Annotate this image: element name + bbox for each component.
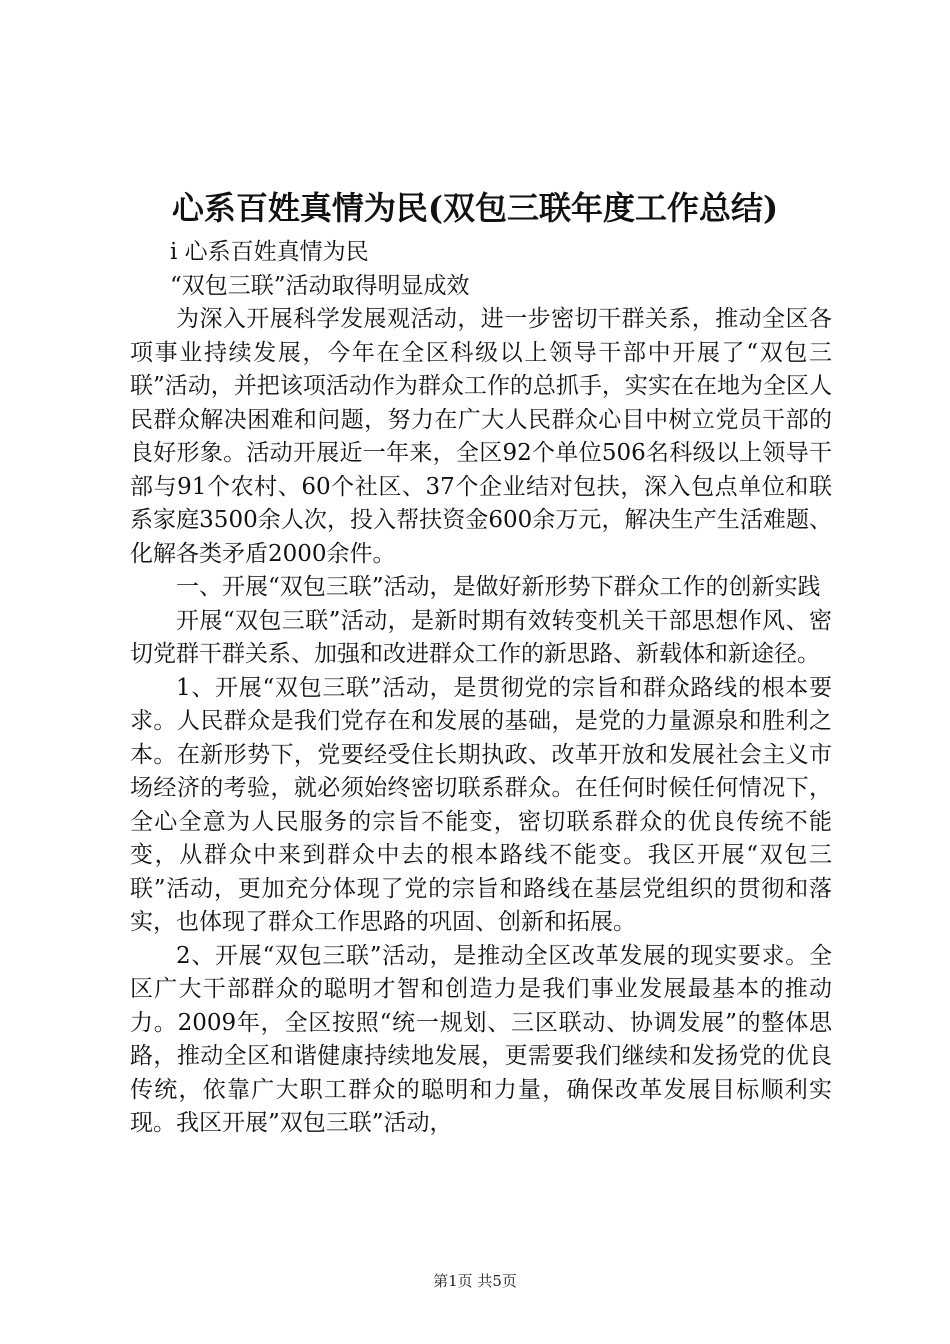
paragraph-section-1: 开展“双包三联”活动，是新时期有效转变机关干部思想作风、密切党群干群关系、加强和改进群众工作的新思路、新载体和新途径。 — [130, 607, 832, 667]
page-number-footer: 第1页 共5页 — [433, 1272, 517, 1290]
subtitle-line-1: i 心系百姓真情为民 — [170, 239, 369, 265]
paragraph-intro: 为深入开展科学发展观活动，进一步密切干群关系，推动全区各项事业持续发展，今年在全区科级以上领导干部中开展了“双包三联”活动，并把该项活动作为群众工作的总抓手，实实在在地为全区人民群众解决困难和问题，努力在广大人民群众心目中树立党员干部的良好形象。活动开展近一年来，全区92个单位506名科级以上领导干部与91个农村、60个社区、37个企业结对包扶，深入包点单位和联系家庭3500余人次，投入帮扶资金600余万元，解决生产生活难题、化解各类矛盾2000余件。 — [130, 306, 832, 567]
subtitle-line-2: “双包三联”活动取得明显成效 — [170, 272, 470, 299]
document-body — [130, 236, 832, 1141]
paragraph-point-2: 2、开展“双包三联”活动，是推动全区改革发展的现实要求。全区广大干部群众的聪明才智和创造力是我们事业发展最基本的推动力。2009年，全区按照“统一规划、三区联动、协调发展”的整体思路，推动全区和谐健康持续地发展，更需要我们继续和发扬党的优良传统，依靠广大职工群众的聪明和力量，确保改革发展目标顺利实现。我区开展”双包三联”活动， — [130, 942, 832, 1136]
document-title: 心系百姓真情为民(双包三联年度工作总结) — [171, 189, 779, 227]
paragraph-point-1: 1、开展“双包三联”活动，是贯彻党的宗旨和群众路线的根本要求。人民群众是我们党存在和发展的基础，是党的力量源泉和胜利之本。在新形势下，党要经受住长期执政、改革开放和发展社会主义市场经济的考验，就必须始终密切联系群众。在任何时候任何情况下，全心全意为人民服务的宗旨不能变，密切联系群众的优良传统不能变，从群众中来到群众中去的根本路线不能变。我区开展“双包三联”活动，更加充分体现了党的宗旨和路线在基层党组织的贯彻和落实，也体现了群众工作思路的巩固、创新和拓展。 — [130, 674, 832, 935]
section-heading-1: 一、开展“双包三联”活动，是做好新形势下群众工作的创新实践 — [176, 574, 821, 600]
